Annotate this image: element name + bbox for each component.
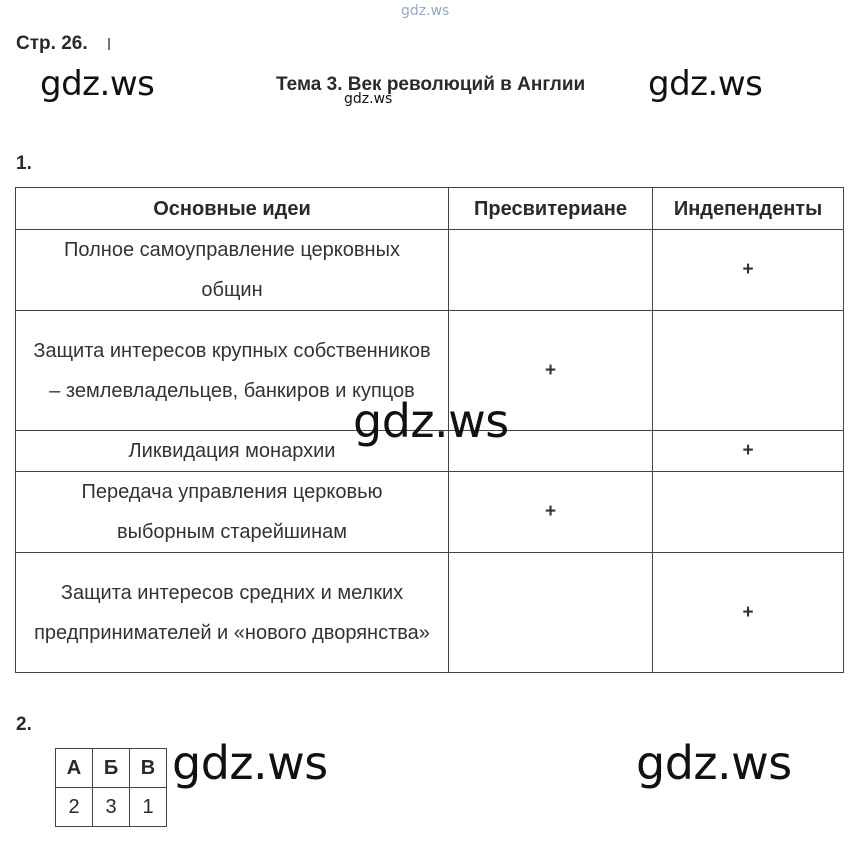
idea-cell: Передача управления церковью выборным старейшинам bbox=[16, 472, 449, 553]
independents-mark: + bbox=[653, 431, 844, 472]
question-1-number: 1. bbox=[16, 153, 32, 174]
answer-row bbox=[56, 788, 167, 827]
presbyterians-mark: + bbox=[449, 311, 653, 431]
header-ideas: Основные идеи bbox=[16, 188, 449, 230]
presbyterians-mark: + bbox=[449, 472, 653, 553]
stray-mark bbox=[108, 38, 110, 50]
idea-cell: Ликвидация монархии bbox=[16, 431, 449, 472]
page-reference: Стр. 26. bbox=[16, 33, 88, 54]
scan-artifact bbox=[452, 588, 642, 608]
independents-mark bbox=[653, 311, 844, 431]
answer-header-row bbox=[56, 749, 167, 788]
presbyterians-mark bbox=[449, 230, 653, 311]
answer-table bbox=[55, 748, 167, 827]
watermark-bottom-left: gdz.ws bbox=[172, 736, 328, 790]
answer-header: Б bbox=[93, 749, 130, 788]
header-presbyterians: Пресвитериане bbox=[449, 188, 653, 230]
watermark-top: gdz.ws bbox=[401, 3, 450, 19]
answer-header: А bbox=[56, 749, 93, 788]
answer-cell: 3 bbox=[93, 788, 130, 827]
independents-mark: + bbox=[653, 553, 844, 673]
answer-cell: 2 bbox=[56, 788, 93, 827]
table-row bbox=[16, 472, 844, 553]
answer-cell: 1 bbox=[130, 788, 167, 827]
idea-cell: Защита интересов средних и мелких предпринимателей и «нового дворянства» bbox=[16, 553, 449, 673]
header-independents: Индепенденты bbox=[653, 188, 844, 230]
answer-header: В bbox=[130, 749, 167, 788]
watermark-bottom-right: gdz.ws bbox=[636, 736, 792, 790]
scan-artifact bbox=[582, 664, 640, 672]
independents-mark: + bbox=[653, 230, 844, 311]
idea-cell: Защита интересов крупных собственников – землевладельцев, банкиров и купцов bbox=[16, 311, 449, 431]
watermark-center: gdz.ws bbox=[353, 394, 509, 448]
page-title: Тема 3. Век революций в Англии bbox=[276, 74, 586, 95]
watermark-left-header: gdz.ws bbox=[40, 64, 155, 104]
presbyterians-mark bbox=[449, 553, 653, 673]
watermark-right-header: gdz.ws bbox=[648, 64, 763, 104]
table-row bbox=[16, 230, 844, 311]
table-row bbox=[16, 553, 844, 673]
independents-mark bbox=[653, 472, 844, 553]
watermark-under-title: gdz.ws bbox=[344, 91, 393, 107]
table-header-row bbox=[16, 188, 844, 230]
idea-cell: Полное самоуправление церковных общин bbox=[16, 230, 449, 311]
question-2-number: 2. bbox=[16, 714, 32, 735]
